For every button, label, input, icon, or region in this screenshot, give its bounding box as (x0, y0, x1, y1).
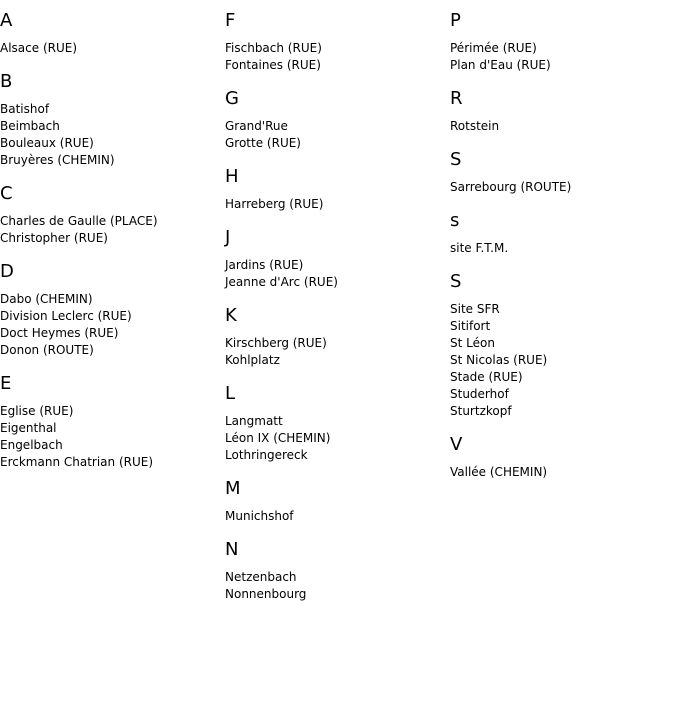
section-letter-heading: M (225, 478, 241, 499)
index-section (225, 88, 445, 152)
index-section (225, 227, 445, 291)
street-link[interactable]: Kirschberg (RUE) (225, 336, 327, 350)
street-link[interactable]: Alsace (RUE) (0, 41, 78, 55)
index-section (225, 478, 445, 525)
index-section (225, 10, 445, 74)
street-link[interactable]: Bruyères (CHEMIN) (0, 153, 115, 167)
section-letter-heading: A (0, 10, 13, 31)
street-link[interactable]: Bouleaux (RUE) (0, 136, 94, 150)
section-letter-heading: K (225, 305, 237, 326)
street-link[interactable]: Munichshof (225, 509, 294, 523)
street-list (0, 40, 220, 57)
section-letter-heading: s (450, 210, 460, 231)
index-section (0, 373, 220, 471)
section-letter-heading: L (225, 383, 236, 404)
street-link[interactable]: Plan d'Eau (RUE) (450, 58, 551, 72)
street-link[interactable]: Doct Heymes (RUE) (0, 326, 119, 340)
street-list (450, 118, 670, 135)
street-list (0, 291, 220, 359)
street-link[interactable]: Studerhof (450, 387, 509, 401)
street-link[interactable]: Grotte (RUE) (225, 136, 301, 150)
index-section (450, 210, 670, 257)
street-list (0, 213, 220, 247)
street-link[interactable]: Christopher (RUE) (0, 231, 108, 245)
index-section (225, 383, 445, 464)
street-link[interactable]: Rotstein (450, 119, 500, 133)
street-link[interactable]: Erckmann Chatrian (RUE) (0, 455, 154, 469)
section-letter-heading: C (0, 183, 13, 204)
section-letter-heading: H (225, 166, 239, 187)
street-link[interactable]: Sturtzkopf (450, 404, 512, 418)
street-link[interactable]: Eglise (RUE) (0, 404, 74, 418)
street-list (450, 464, 670, 481)
street-list (225, 40, 445, 74)
street-list (225, 413, 445, 464)
street-link[interactable]: Nonnenbourg (225, 587, 307, 601)
street-link[interactable]: Netzenbach (225, 570, 297, 584)
section-letter-heading: G (225, 88, 239, 109)
section-letter-heading: D (0, 261, 14, 282)
street-link[interactable]: Jeanne d'Arc (RUE) (225, 275, 338, 289)
street-link[interactable]: site F.T.M. (450, 241, 509, 255)
section-letter-heading: R (450, 88, 463, 109)
street-link[interactable]: Eigenthal (0, 421, 57, 435)
section-letter-heading: F (225, 10, 236, 31)
street-link[interactable]: Donon (ROUTE) (0, 343, 94, 357)
section-letter-heading: B (0, 71, 13, 92)
street-list (0, 403, 220, 471)
index-section (450, 271, 670, 420)
street-link[interactable]: Langmatt (225, 414, 283, 428)
street-link[interactable]: Jardins (RUE) (225, 258, 304, 272)
street-link[interactable]: Lothringereck (225, 448, 308, 462)
street-link[interactable]: Charles de Gaulle (PLACE) (0, 214, 158, 228)
street-link[interactable]: St Léon (450, 336, 495, 350)
section-letter-heading: S (450, 271, 462, 292)
section-letter-heading: S (450, 149, 462, 170)
street-list (225, 196, 445, 213)
street-link[interactable]: Kohlplatz (225, 353, 280, 367)
index-section (225, 166, 445, 213)
street-list (0, 101, 220, 169)
street-list (450, 179, 670, 196)
street-list (225, 335, 445, 369)
index-section (0, 10, 220, 57)
street-list (450, 40, 670, 74)
section-letter-heading: J (225, 227, 231, 248)
index-section (225, 539, 445, 603)
street-list (450, 240, 670, 257)
street-link[interactable]: Batishof (0, 102, 50, 116)
index-column-1 (0, 10, 220, 485)
section-letter-heading: N (225, 539, 239, 560)
street-list (450, 301, 670, 420)
street-link[interactable]: Engelbach (0, 438, 63, 452)
street-link[interactable]: Division Leclerc (RUE) (0, 309, 132, 323)
street-link[interactable]: Périmée (RUE) (450, 41, 537, 55)
street-link[interactable]: Fontaines (RUE) (225, 58, 321, 72)
street-list (225, 257, 445, 291)
section-letter-heading: E (0, 373, 12, 394)
index-section (450, 149, 670, 196)
index-column-3 (450, 10, 670, 495)
street-link[interactable]: Harreberg (RUE) (225, 197, 324, 211)
street-list (225, 508, 445, 525)
street-link[interactable]: Site SFR (450, 302, 500, 316)
index-section (0, 71, 220, 169)
street-link[interactable]: Sarrebourg (ROUTE) (450, 180, 572, 194)
street-link[interactable]: Beimbach (0, 119, 60, 133)
index-section (450, 10, 670, 74)
street-link[interactable]: Vallée (CHEMIN) (450, 465, 548, 479)
index-section (0, 183, 220, 247)
index-section (225, 305, 445, 369)
section-letter-heading: P (450, 10, 461, 31)
street-list (225, 569, 445, 603)
index-section (450, 88, 670, 135)
street-link[interactable]: Fischbach (RUE) (225, 41, 322, 55)
street-link[interactable]: Grand'Rue (225, 119, 288, 133)
street-link[interactable]: St Nicolas (RUE) (450, 353, 548, 367)
street-link[interactable]: Léon IX (CHEMIN) (225, 431, 331, 445)
index-section (0, 261, 220, 359)
street-link[interactable]: Stade (RUE) (450, 370, 523, 384)
street-list (225, 118, 445, 152)
street-link[interactable]: Dabo (CHEMIN) (0, 292, 93, 306)
section-letter-heading: V (450, 434, 463, 455)
index-section (450, 434, 670, 481)
index-column-2 (225, 10, 445, 617)
street-link[interactable]: Sitifort (450, 319, 491, 333)
